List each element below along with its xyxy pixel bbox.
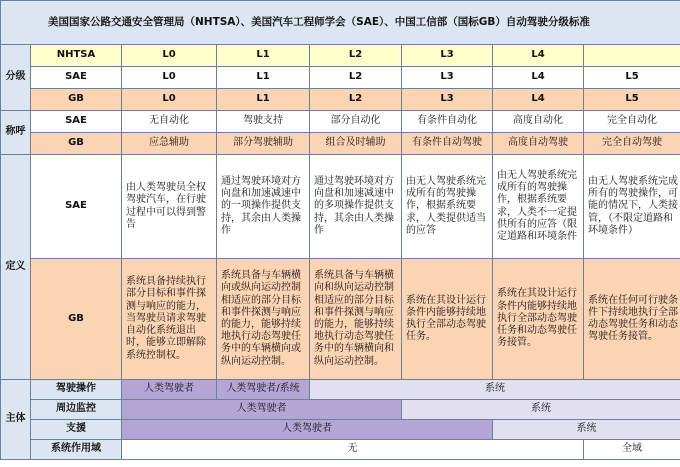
sae-level: L2: [310, 67, 402, 89]
driving-op-mixed: 人类驾驶者/系统: [217, 380, 310, 400]
gb-definition: 系统具备与车辆横向和纵向运动控制相适应的部分目标和事件探测与响应的能力，能够持续地执行动态驾驶任务中的车辆横向和纵向运动控制。: [310, 259, 402, 380]
driving-op-system: 系统: [310, 380, 680, 400]
gb-definition: 系统具备与车辆横向或纵向运动控制相适应的部分目标和事件探测与响应的能力，能够持续地执行动态驾驶任务中的车辆横向或纵向运动控制。: [217, 259, 310, 380]
nhtsa-level: L1: [217, 45, 310, 67]
gb-name: 组合及时辅助: [310, 133, 402, 155]
gb-level: L2: [310, 89, 402, 111]
std-gb: GB: [31, 133, 122, 155]
std-gb: GB: [31, 259, 122, 380]
gb-level: L3: [402, 89, 493, 111]
gb-level: L4: [493, 89, 584, 111]
sae-definition: 由无人驾驶系统完成所有的驾驶操作，根据系统要求，人类不一定提供所有的应答（限定道路和环境条件: [493, 155, 584, 259]
row-label-domain: 系统作用域: [31, 440, 122, 460]
nhtsa-level: L4: [493, 45, 584, 67]
nhtsa-level: L2: [310, 45, 402, 67]
driving-op-human: 人类驾驶者: [122, 380, 217, 400]
sae-name: 有条件自动化: [402, 111, 493, 133]
sae-definition: 由人类驾驶员全权驾驶汽车，在行驶过程中可以得到警告: [122, 155, 217, 259]
gb-level: L1: [217, 89, 310, 111]
sae-definition: 由无人驾驶系统完成所有的驾驶操作，可能的情况下，人类接管，（不限定道路和环境条件）: [584, 155, 680, 259]
sae-level: L5: [584, 67, 680, 89]
gb-definition: 系统具备持续执行部分目标和事件探测与响应的能力，当驾驶员请求驾驶自动化系统退出时，能够立即解除系统控制权。: [122, 259, 217, 380]
std-sae: SAE: [31, 111, 122, 133]
sae-definition: 通过驾驶环境对方向盘和加速减速中的多项操作提供支持，其余由人类操作: [310, 155, 402, 259]
sae-name: 无自动化: [122, 111, 217, 133]
gb-definition: 系统在任何可行驶条件下持续地执行全部动态驾驶任务和动态驾驶任务接管。: [584, 259, 680, 380]
gb-name: 部分驾驶辅助: [217, 133, 310, 155]
gb-name: 完全自动驾驶: [584, 133, 680, 155]
support-human: 人类驾驶者: [122, 420, 493, 440]
row-label-monitoring: 周边监控: [31, 400, 122, 420]
gb-name: 高度自动驾驶: [493, 133, 584, 155]
section-name: 称呼: [1, 111, 31, 155]
std-sae: SAE: [31, 67, 122, 89]
std-gb: GB: [31, 89, 122, 111]
sae-definition: 由无人驾驶系统完成所有的驾驶操作，根据系统要求，人类提供适当的应答: [402, 155, 493, 259]
row-label-driving-op: 驾驶操作: [31, 380, 122, 400]
nhtsa-level: L0: [122, 45, 217, 67]
support-system: 系统: [493, 420, 680, 440]
sae-name: 完全自动化: [584, 111, 680, 133]
sae-name: 高度自动化: [493, 111, 584, 133]
gb-name: 有条件自动驾驶: [402, 133, 493, 155]
gb-level: L5: [584, 89, 680, 111]
std-nhtsa: NHTSA: [31, 45, 122, 67]
section-definition: 定义: [1, 155, 31, 380]
domain-none: 无: [122, 440, 584, 460]
gb-definition: 系统在其设计运行条件内能够持续地执行全部动态驾驶任务和动态驾驶任务接管。: [493, 259, 584, 380]
gb-definition: 系统在其设计运行条件内能够持续地执行全部动态驾驶任务。: [402, 259, 493, 380]
domain-all: 全域: [584, 440, 680, 460]
section-subject: 主体: [1, 380, 31, 460]
gb-name: 应急辅助: [122, 133, 217, 155]
nhtsa-level: L3: [402, 45, 493, 67]
monitoring-system: 系统: [402, 400, 680, 420]
gb-level: L0: [122, 89, 217, 111]
sae-level: L1: [217, 67, 310, 89]
page-title: 美国国家公路交通安全管理局（NHTSA）、美国汽车工程师学会（SAE）、中国工信部（国标GB）自动驾驶分级标准: [1, 1, 680, 45]
sae-name: 驾驶支持: [217, 111, 310, 133]
sae-level: L3: [402, 67, 493, 89]
row-label-support: 支援: [31, 420, 122, 440]
nhtsa-level-empty: [584, 45, 680, 67]
sae-definition: 通过驾驶环境对方向盘和加速减速中的一项操作提供支持，其余由人类操作: [217, 155, 310, 259]
std-sae: SAE: [31, 155, 122, 259]
sae-name: 部分自动化: [310, 111, 402, 133]
section-level: 分级: [1, 45, 31, 111]
monitoring-human: 人类驾驶者: [122, 400, 402, 420]
sae-level: L4: [493, 67, 584, 89]
sae-level: L0: [122, 67, 217, 89]
